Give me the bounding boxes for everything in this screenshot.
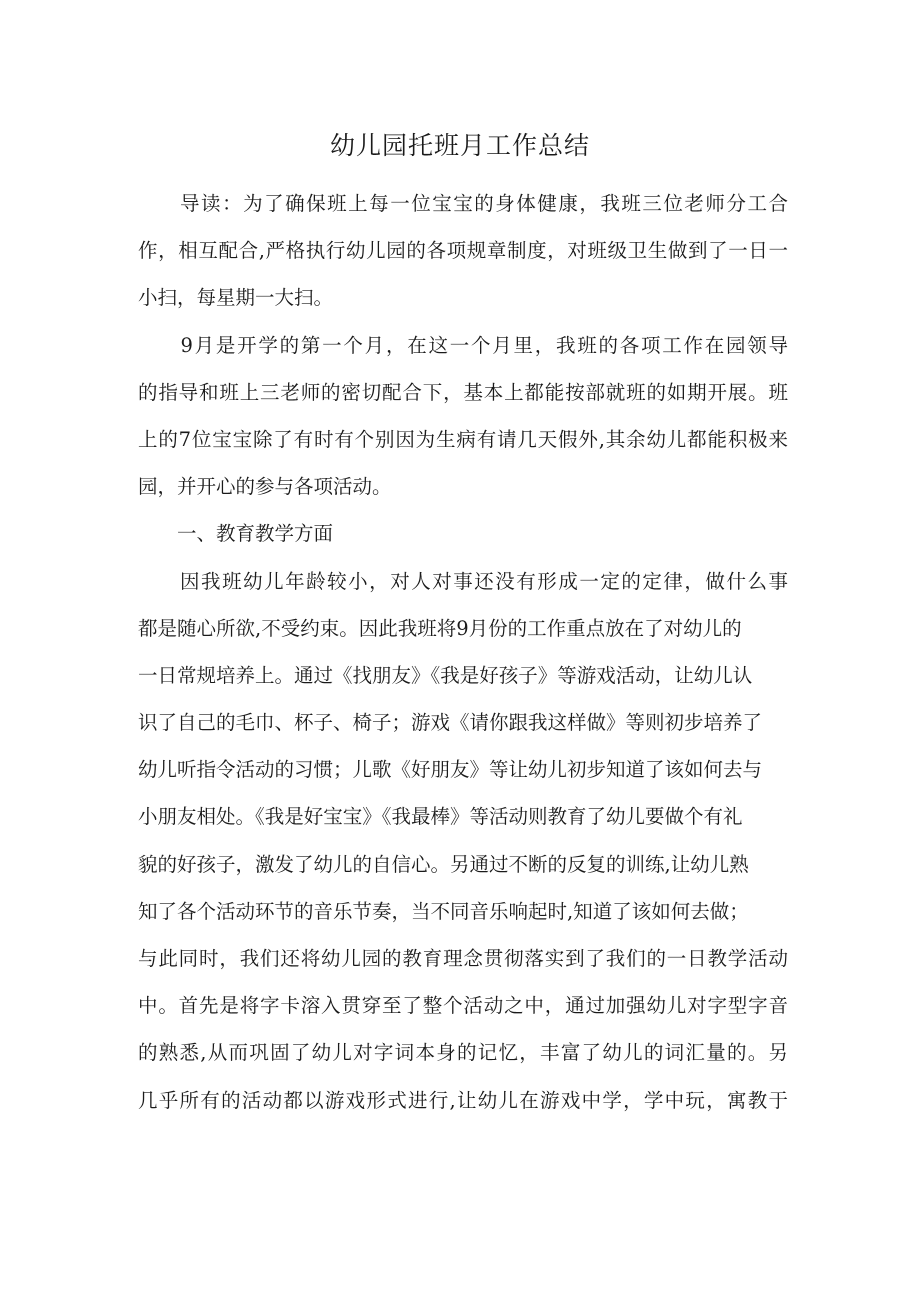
text-line: 几乎所有的活动都以游戏形式进行,让幼儿在游戏中学，学中玩，寓教于 xyxy=(138,1088,788,1112)
text-line: 一日常规培养上。通过《找朋友》《我是好孩子》等游戏活动，让幼儿认 xyxy=(138,663,753,687)
text-line: 园，并开心的参与各项活动。 xyxy=(138,475,392,499)
text-line: 与此同时，我们还将幼儿园的教育理念贯彻落实到了我们的一日教学活动 xyxy=(138,947,788,970)
text-line: 都是随心所欲,不受约束。因此我班将9月份的工作重点放在了对幼儿的 xyxy=(138,616,742,640)
text-line: 中。首先是将字卡溶入贯穿至了整个活动之中，通过加强幼儿对字型字音 xyxy=(138,994,788,1018)
document-body xyxy=(138,184,788,1128)
text-line: 幼儿听指令活动的习惯；儿歌《好朋友》等让幼儿初步知道了该如何去与 xyxy=(138,758,763,782)
text-line: 小扫，每星期一大扫。 xyxy=(138,286,334,310)
text-line: 导读：为了确保班上每一位宝宝的身体健康，我班三位老师分工合 xyxy=(138,192,788,215)
text-line: 的指导和班上三老师的密切配合下，基本上都能按部就班的如期开展。班 xyxy=(138,380,788,404)
text-line: 上的7位宝宝除了有时有个别因为生病有请几天假外,其余幼儿都能积极来 xyxy=(138,427,788,451)
text-line: 作，相互配合,严格执行幼儿园的各项规章制度，对班级卫生做到了一日一 xyxy=(138,239,788,263)
text-line: 的熟悉,从而巩固了幼儿对字词本身的记忆，丰富了幼儿的词汇量的。另 xyxy=(138,1041,788,1065)
text-line: 9月是开学的第一个月，在这一个月里，我班的各项工作在园领导 xyxy=(138,333,788,357)
text-line: 知了各个活动环节的音乐节奏，当不同音乐响起时,知道了该如何去做； xyxy=(138,899,749,923)
text-line: 识了自己的毛巾、杯子、椅子；游戏《请你跟我这样做》等则初步培养了 xyxy=(138,711,763,735)
text-line: 因我班幼儿年龄较小，对人对事还没有形成一定的定律，做什么事 xyxy=(138,569,788,593)
text-line: 貌的好孩子，激发了幼儿的自信心。另通过不断的反复的训练,让幼儿熟 xyxy=(138,852,749,876)
text-line: 一、教育教学方面 xyxy=(138,522,334,546)
document-title: 幼儿园托班月工作总结 xyxy=(329,131,590,160)
text-line: 小朋友相处。《我是好宝宝》《我最棒》等活动则教育了幼儿要做个有礼 xyxy=(138,805,743,829)
